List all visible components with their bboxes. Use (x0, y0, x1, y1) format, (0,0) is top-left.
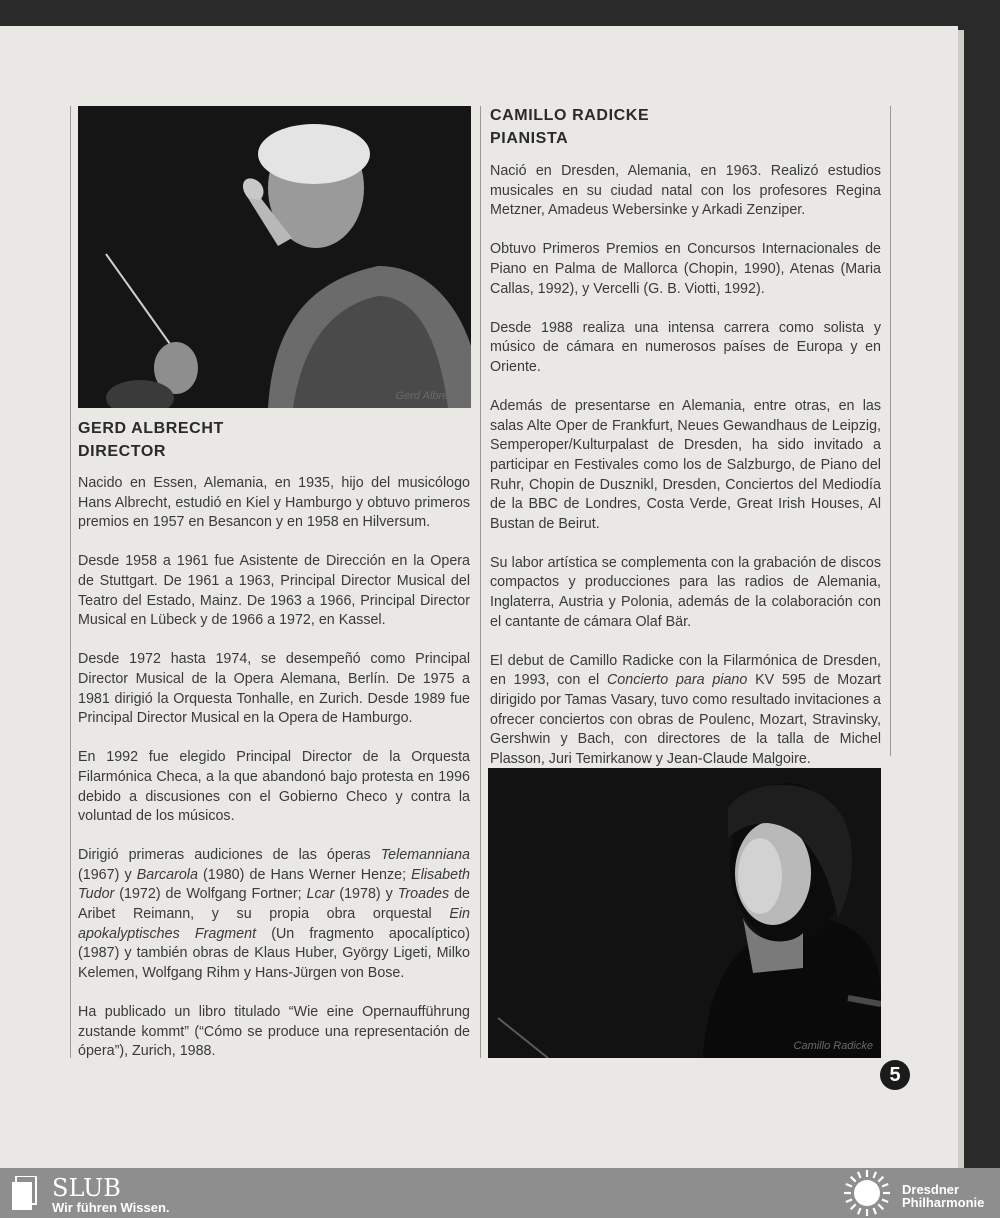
pianist-name: CAMILLO RADICKE (490, 107, 650, 124)
conductor-bio-paragraph-3: Desde 1972 hasta 1974, se desempeñó como Principal Director Musical de la Opera Alemana, Berlín. De 1975 a 1981 dirigió la Orquesta Tonhalle, en Zurich. Desde 1989 fue Principal Director Musical en la Opera de Hamburgo. (78, 651, 470, 727)
conductor-figure-graphic (78, 106, 471, 408)
pianist-photo-caption: Camillo Radicke (793, 1040, 873, 1052)
conductor-bio-paragraph-4: En 1992 fue elegido Principal Director de la Orquesta Filarmónica Checa, a la que abandonó bajo protesta en 1996 debido a discusiones con el Gobierno Checo y contra la voluntad de los músicos. (78, 749, 470, 825)
slub-logo-name[interactable]: SLUB (52, 1174, 121, 1202)
conductor-name: GERD ALBRECHT (78, 420, 224, 437)
pianist-biography (490, 162, 881, 789)
pianist-bio-paragraph-1: Nació en Dresden, Alemania, en 1963. Realizó estudios musicales en su ciudad natal con los profesores Regina Metzner, Amadeus Webersinke y Arkadi Zenziper. (490, 163, 881, 219)
conductor-biography (78, 474, 470, 1081)
conductor-photo (78, 106, 471, 408)
center-column-rule (480, 106, 481, 1058)
conductor-role: DIRECTOR (78, 443, 167, 460)
pianist-photo (488, 768, 881, 1058)
pianist-bio-paragraph-5: Su labor artística se complementa con la grabación de discos compactos y producciones para las radios de Alemania, Inglaterra, Austria y Polonia, además de la colaboración con el cantante de cámara Olaf Bär. (490, 554, 881, 630)
pianist-bio-paragraph-3: Desde 1988 realiza una intensa carrera como solista y músico de cámara en numerosos países de Europa y en Oriente. (490, 319, 881, 375)
page-number: 5 (880, 1060, 910, 1090)
pianist-bio-paragraph-2: Obtuvo Primeros Premios en Concursos Internacionales de Piano en Palma de Mallorca (Chopin, 1990), Atenas (Maria Callas, 1992), y Vercelli (G. B. Viotti, 1992). (490, 241, 881, 297)
philharmonie-name[interactable] (902, 1183, 984, 1209)
conductor-bio-paragraph-1: Nacido en Essen, Alemania, en 1935, hijo del musicólogo Hans Albrecht, estudió en Kiel y Hamburgo y obtuvo primeros premios en 1957 en Besancon y en 1958 en Hilversum. (78, 475, 470, 531)
pianist-bio-paragraph-4: Además de presentarse en Alemania, entre otras, en las salas Alte Oper de Frankfurt, Neues Gewandhaus de Leipzig, Semperoper/Kulturpalast de Dresden, ha sido invitado a participar en Festivales como los de Salzburgo, de Piano del Ruhr, Chopin de Dusznikl, Dresden, Conciertos del Mediodía de la BBC de Londres, Costa Verde, Great Irish Houses, Al Bustan de Beirut. (490, 398, 881, 532)
pianist-bio-paragraph-6: El debut de Camillo Radicke con la Filarmónica de Dresden, en 1993, con el Concierto para piano KV 595 de Mozart dirigido por Tamas Vasary, tuvo como resultado invitaciones a ofrecer conciertos con obras de Poulenc, Mozart, Stravinsky, Gershwin y Bach, con directores de la talla de Michel Plasson, Juri Temirkanow y Jean-Claude Malgoire. (490, 652, 881, 767)
slub-tagline: Wir führen Wissen. (52, 1200, 170, 1215)
book-icon (12, 1176, 40, 1210)
left-column-rule (70, 106, 71, 1058)
philharmonie-name-line-1: Dresdner (902, 1182, 960, 1197)
pianist-role: PIANISTA (490, 130, 569, 147)
pianist-figure-graphic (488, 768, 881, 1058)
conductor-bio-paragraph-6: Ha publicado un libro titulado “Wie eine Opernaufführung zustande kommt” (“Cómo se produce una representación de ópera”), Zurich, 1988. (78, 1004, 470, 1060)
page-edge (958, 30, 964, 1168)
pianist-heading (490, 104, 649, 150)
philharmonie-name-line-2: Philharmonie (902, 1195, 985, 1210)
conductor-heading (78, 417, 224, 463)
right-column-rule (890, 106, 891, 756)
conductor-bio-paragraph-2: Desde 1958 a 1961 fue Asistente de Dirección en la Opera de Stuttgart. De 1961 a 1963, Principal Director Musical del Teatro del Estado, Mainz. De 1963 a 1966, Principal Director Musical en Lübeck y de 1966 a 1972, en Kassel. (78, 553, 470, 629)
philharmonie-sunburst-icon[interactable] (842, 1168, 892, 1218)
conductor-photo-caption: Gerd Albrecht (395, 390, 463, 402)
conductor-bio-paragraph-5: Dirigió primeras audiciones de las óperas Telemanniana (1967) y Barcarola (1980) de Hans Werner Henze; Elisabeth Tudor (1972) de Wolfgang Fortner; Lcar (1978) y Troades de Aribet Reimann, y su propia obra orquestal Ein apokalyptisches Fragment (Un fragmento apocalíptico) (1987) y también obras de Klaus Huber, György Ligeti, Milko Kelemen, Wolfgang Rihm y Hans-Jürgen von Bose. (78, 847, 470, 981)
